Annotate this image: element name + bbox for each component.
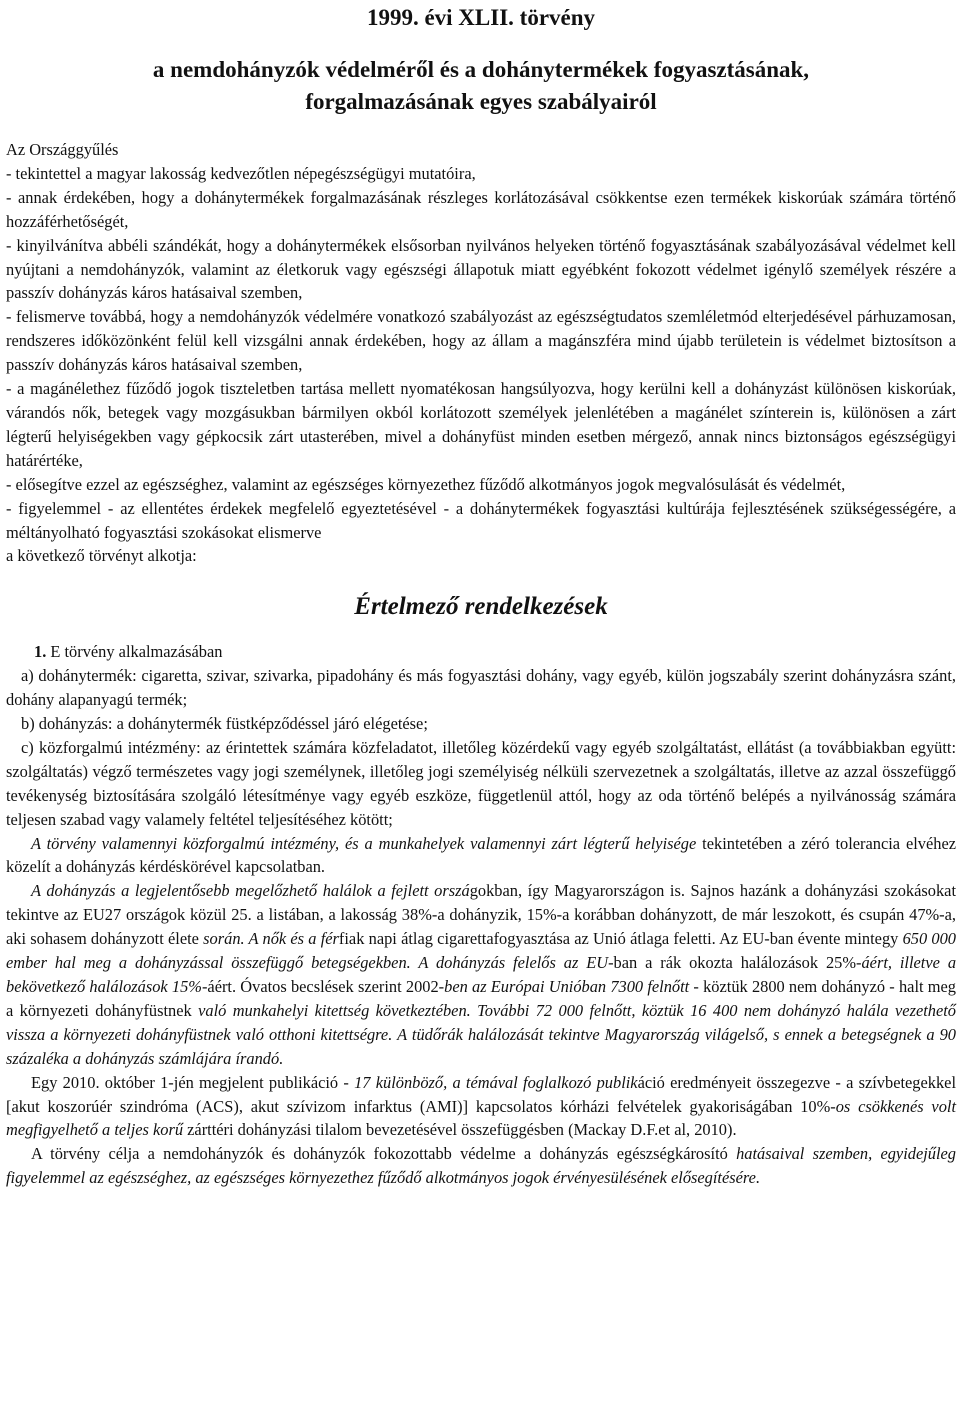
commentary-italic: -áért, illetve a bekövetkező halálozások 15%: [6, 953, 957, 996]
paragraph-intro-text: E törvény alkalmazásában: [46, 642, 223, 662]
commentary-text: A törvény célja a nemdohányzók és dohányzók fokozottabb védelme a dohányzás egészségkárosító: [31, 1144, 737, 1164]
commentary-italic: A törvény valamennyi közforgalmú intézmény, és a munkahelyek valamennyi zárt légterű helyisége: [31, 833, 697, 853]
commentary-italic: 650 000 ember hal meg a dohányzással összefüggő betegségekben. A dohányzás felelős az EU: [6, 929, 956, 973]
preamble-line: a következő törvényt alkotja:: [6, 546, 197, 566]
commentary-italic: 17 különböző, a témával foglalkozó publik: [354, 1072, 638, 1092]
preamble: [6, 138, 956, 568]
commentary-paragraph: [6, 832, 956, 880]
commentary-italic: való munkahelyi kitettség következtében. További 72 000 felnőtt, köztük 16 400 nem dohányzó halála vezethető vissza a környezeti dohányfüstnek való otthoni kitettségre. A tüdőrák halálozását tekintve Magyarország világelső, s ennek a betegségnek a 90 százaléka a dohányzás számlájára írandó.: [6, 1000, 956, 1068]
preamble-line: Az Országgyűlés: [6, 140, 119, 159]
law-title-line1: a nemdohányzók védelméről és a dohánytermékek fogyasztásának,: [152, 57, 810, 82]
commentary-italic: ben az Európai Unióban 7300 felnőtt: [444, 977, 690, 996]
commentary-text: gokban, így Magyarországon is. Sajnos hazánk a dohányzási szokásokat tekintve az EU27 országok közül 25. a listában, a lakosság 38%-a dohányzik, 15%-a korábban dohányzott, de már leszokott, és csupán 47%-a, aki sohasem dohányzott élete: [6, 881, 956, 949]
preamble-line: - annak érdekében, hogy a dohánytermékek forgalmazásának részleges korlátozásával csökkentse ezen termékek kiskorúak számára történő hozzáférhetőségét,: [6, 187, 956, 231]
commentary-text: tekintetében a zéró tolerancia elvéhez közelít a dohányzás kérdéskörével kapcsolatban.: [6, 833, 957, 877]
commentary-paragraph: [6, 1071, 956, 1143]
preamble-line: - a magánélethez fűződő jogok tiszteletben tartása mellett nyomatékosan hangsúlyozva, hogy kerülni kell a dohányzást különösen kiskorúak, várandós nők, betegek vagy mozgásukban bármilyen okból korlátozott személyek jelenlétében a magánélet színterein is, különösen a zárt légterű helyiségekben vagy gépkocsik zárt utasterében, mivel a dohányfüst minden esetben mérgező, annak nincs biztonságos egészségügyi határértéke,: [6, 379, 956, 470]
commentary-text: Egy 2010. október 1-jén megjelent publikáció -: [31, 1072, 355, 1092]
section-heading: Értelmező rendelkezések: [354, 593, 608, 621]
law-number: 1999. évi XLII. törvény: [366, 5, 596, 30]
commentary-paragraph: [6, 1142, 956, 1190]
preamble-line: - figyelemmel - az ellentétes érdekek megfelelő egyeztetésével - a dohánytermékek fogyasztási kultúrája fejlesztésének szükségességére, a méltányolható fogyasztási szokásokat elismerve: [6, 498, 956, 542]
commentary-italic: -os csökkenés volt megfigyelhető a teljes korű: [6, 1096, 957, 1140]
law-title: [6, 54, 956, 118]
commentary-text: - köztük 2800 nem dohányzó - halt meg a környezeti dohányfüstnek: [6, 977, 957, 1020]
preamble-line: - kinyilvánítva abbéli szándékát, hogy a dohánytermékek elsősorban nyilvános helyeken történő fogyasztásának szabályozásával védelmet kell nyújtani a nemdohányzók, valamint az életkoruk vagy egészségi állapotuk miatt egyébként fokozott védelmet igénylő személyek részére a passzív dohányzás káros hatásaival szemben,: [6, 235, 956, 303]
commentary-paragraph: [6, 879, 956, 1070]
paragraph-intro: [6, 640, 956, 664]
commentary-text: zárttéri dohányzási tilalom bevezetésével összefüggésben (Mackay D.F.et al, 2010).: [183, 1120, 737, 1140]
preamble-line: - elősegítve ezzel az egészséghez, valamint az egészséges környezethez fűződő alkotmányos jogok megvalósulását és védelmét,: [6, 474, 846, 494]
commentary: [6, 832, 956, 1191]
preamble-line: - tekintettel a magyar lakosság kedvezőtlen népegészségügyi mutatóira,: [6, 163, 476, 183]
definition-item: c) közforgalmú intézmény: az érintettek számára közfeladatot, illetőleg közérdekű vagy egyéb szolgáltatást, ellátást (a továbbiakban együtt: szolgáltatás) végző természetes vagy jogi személynek, illetőleg jogi személyiség nélküli szervezetnek a szolgáltatás, illetve az azzal összefüggő tevékenység biztosítására szolgáló létesítménye vagy egyéb eszköze, függetlenül attól, hogy az oda történő belépés a nyilvánosság számára teljesen szabad vagy valamely feltétel teljesítéséhez kötött;: [6, 737, 956, 829]
preamble-line: - felismerve továbbá, hogy a nemdohányzók védelmére vonatkozó szabályozást az egészségtudatos szemléletmód elterjedésével párhuzamosan, rendszeres időközönként felül kell vizsgálni annak érdekében, hogy az állam a magánszféra mind újabb területein is védelmet biztosítson a passzív dohányzás káros hatásaival szemben,: [6, 307, 956, 375]
definition-item: b) dohányzás: a dohánytermék füstképződéssel járó elégetése;: [21, 714, 428, 734]
commentary-italic: A dohányzás a legjelentősebb megelőzhető halálok a fejlett orszá: [31, 881, 470, 901]
commentary-text: -áért. Óvatos becslések szerint 2002-: [201, 977, 445, 996]
commentary-text: áció eredményeit összegezve - a szívbetegekkel [akut koszorúér szindróma (ACS), akut szívizom infarktus (AMI)] kapcsolatos kórházi felvételek gyakoriságában 10%: [6, 1072, 956, 1116]
definition-item: a) dohánytermék: cigaretta, szivar, szivarka, pipadohány és más fogyasztási dohány, vagy egyéb, külön jogszabály szerint dohányzásra szánt, dohány alapanyagú termék;: [6, 666, 956, 710]
definitions: [6, 640, 956, 831]
paragraph-number: 1.: [34, 642, 47, 662]
commentary-italic: során. A nők és a fér: [203, 929, 339, 949]
commentary-italic: hatásaival szemben, egyidejűleg figyelemmel az egészséghez, az egészséges környezethez fűződő alkotmányos jogok érvényesülésének elősegítésére.: [6, 1144, 956, 1188]
law-title-line2: forgalmazásának egyes szabályairól: [305, 89, 657, 114]
commentary-text: -ban a rák okozta halálozások 25%: [608, 953, 857, 973]
commentary-text: fiak napi átlag cigarettafogyasztása az Unió átlaga feletti. Az EU-ban évente mintegy: [338, 929, 903, 949]
